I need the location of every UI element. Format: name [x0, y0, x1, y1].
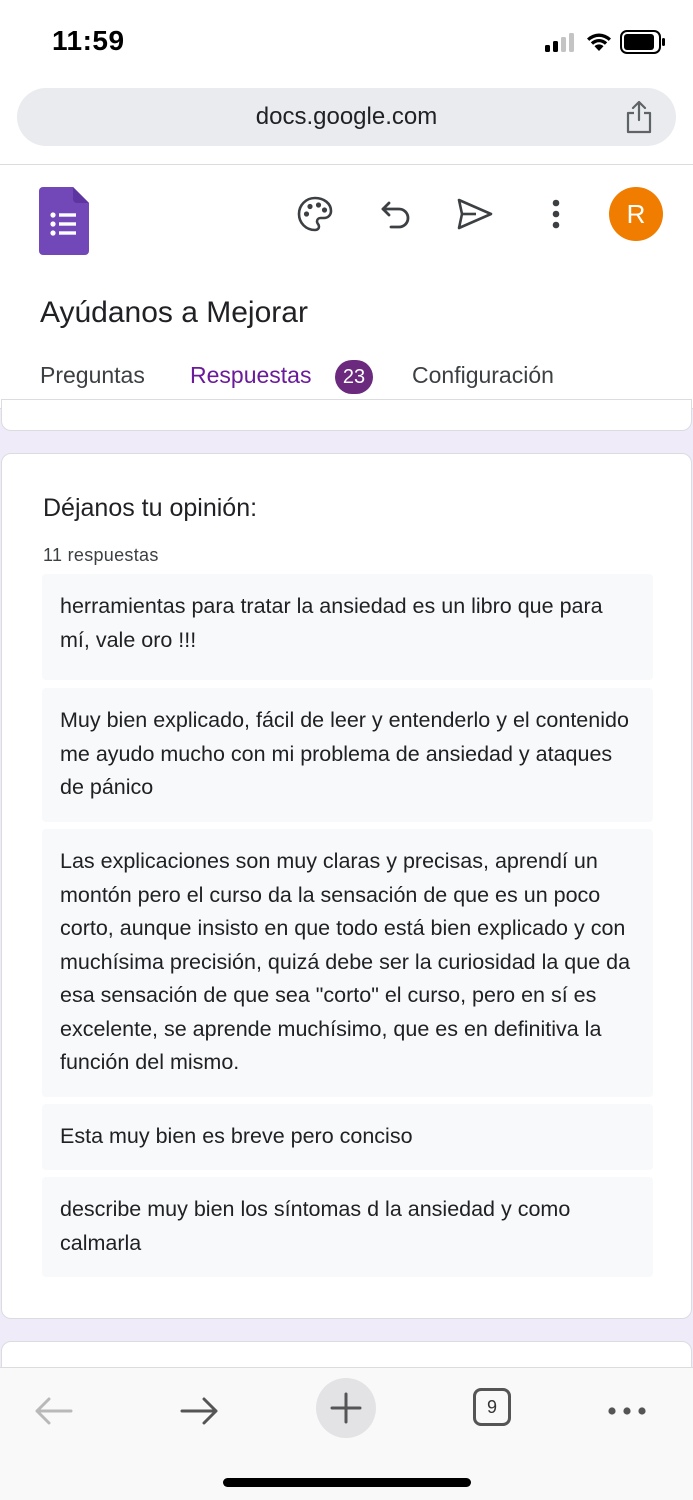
tab-respuestas[interactable]: Respuestas	[190, 362, 312, 388]
signal-icon	[545, 32, 577, 52]
browser-toolbar	[0, 1367, 693, 1500]
avatar[interactable]: R	[609, 187, 663, 241]
tab-configuracion[interactable]: Configuración	[412, 362, 554, 388]
tab-preguntas[interactable]: Preguntas	[40, 362, 145, 388]
wifi-icon	[585, 30, 613, 52]
more-vert-icon[interactable]	[534, 192, 578, 236]
answer-item: describe muy bien los síntomas d la ansiedad y como calmarla	[42, 1177, 653, 1277]
tabs-icon[interactable]: 9	[473, 1388, 511, 1426]
status-bar	[0, 0, 693, 84]
response-count: 11 respuestas	[43, 545, 159, 565]
forward-arrow-icon[interactable]	[175, 1386, 225, 1436]
answer-item: Las explicaciones son muy claras y precisas, aprendí un montón pero el curso da la sensación de que es un poco corto, aunque insisto en que todo está bien explicado y con muchísima precisión, quizá debe ser la curiosidad la que da esa sensación de que sea "corto" el curso, pero en sí es excelente, se aprende muchísimo, que es en definitiva la función del mismo.	[42, 829, 653, 1097]
question-card	[1, 453, 692, 1319]
form-title: Ayúdanos a Mejorar	[40, 296, 308, 329]
answer-item: Muy bien explicado, fácil de leer y entenderlo y el contenido me ayudo mucho con mi problema de ansiedad y ataques de pánico	[42, 688, 653, 822]
previous-question-card	[1, 399, 692, 431]
home-indicator[interactable]	[223, 1478, 471, 1487]
responses-area[interactable]	[0, 409, 693, 1367]
send-icon[interactable]	[453, 192, 497, 236]
answers-list[interactable]	[42, 594, 653, 1284]
status-time: 11:59	[52, 25, 125, 56]
google-forms-logo-icon[interactable]	[39, 187, 89, 255]
answer-item: herramientas para tratar la ansiedad es un libro que para mí, vale oro !!!	[42, 574, 653, 680]
new-tab-button[interactable]	[316, 1378, 376, 1438]
undo-icon[interactable]	[374, 192, 418, 236]
battery-icon	[620, 30, 666, 54]
url-bar[interactable]	[17, 88, 676, 146]
palette-icon[interactable]	[293, 192, 337, 236]
plus-icon	[330, 1392, 362, 1424]
more-horiz-icon[interactable]	[602, 1386, 652, 1436]
back-arrow-icon[interactable]	[28, 1386, 78, 1436]
browser-divider	[0, 164, 693, 165]
question-title: Déjanos tu opinión:	[43, 494, 258, 522]
answer-item: Esta muy bien es breve pero conciso	[42, 1104, 653, 1170]
responses-count-badge: 23	[335, 360, 373, 394]
share-icon[interactable]	[624, 100, 654, 134]
url-text[interactable]: docs.google.com	[255, 103, 438, 130]
